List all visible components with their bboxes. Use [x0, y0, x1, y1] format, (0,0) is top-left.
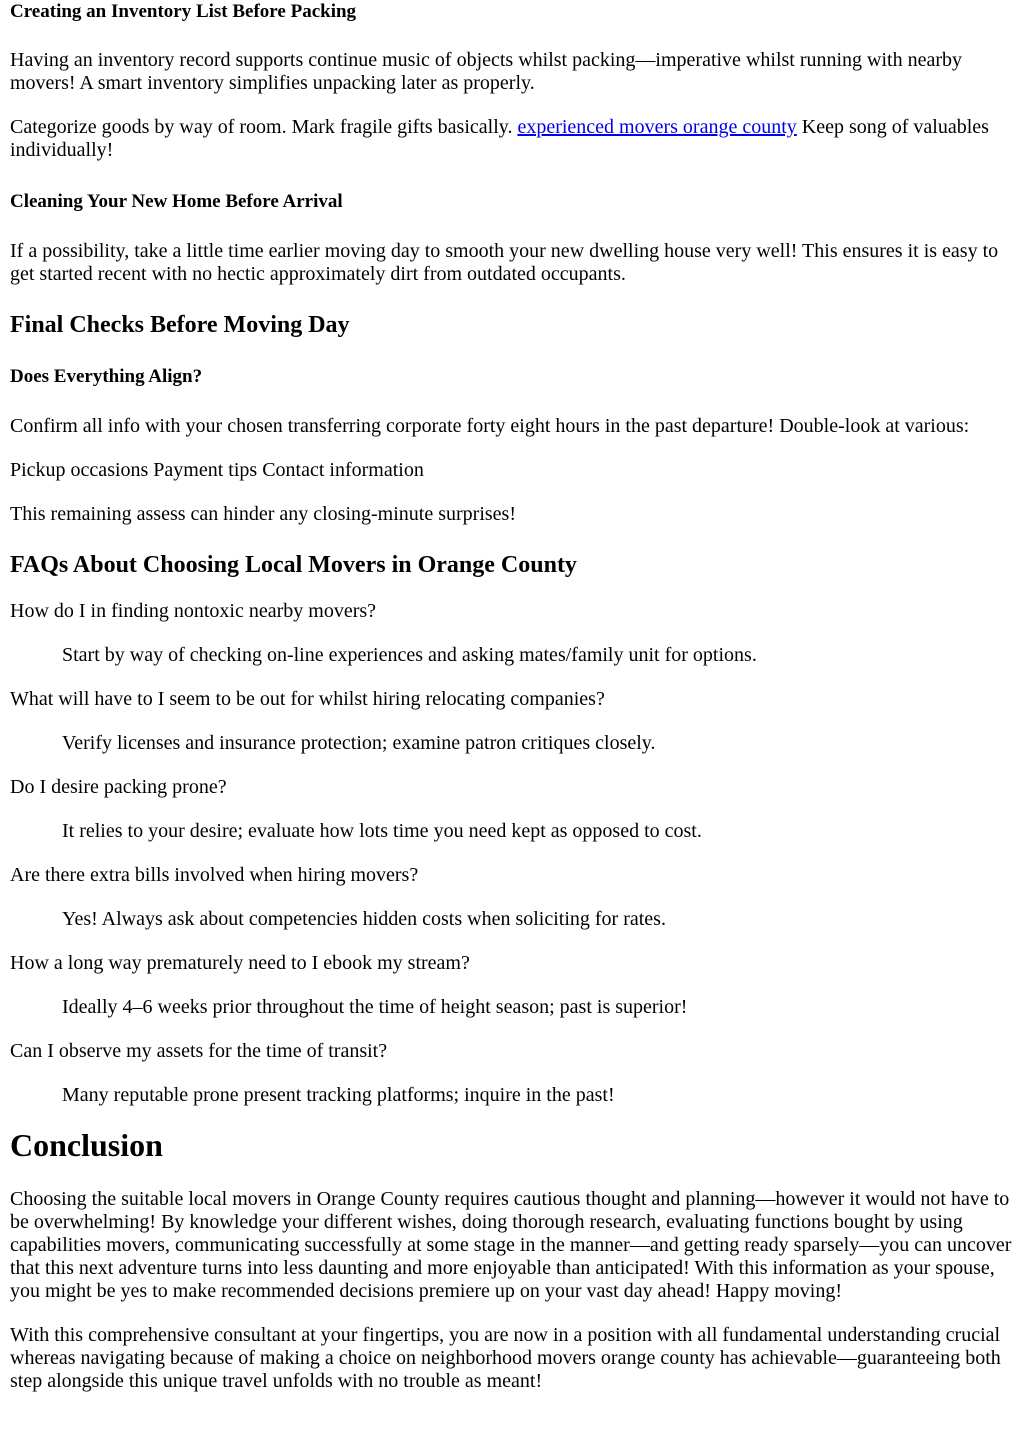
inventory-paragraph-2 — [10, 116, 1014, 162]
final-checks-paragraph-2: Pickup occasions Payment tips Contact information — [10, 459, 424, 481]
faq-question: Are there extra bills involved when hiring movers? — [10, 864, 419, 886]
faq-answer: Verify licenses and insurance protection; examine patron critiques closely. — [62, 732, 656, 754]
inventory-paragraph-2-text-after: Keep song of valuables individually! — [10, 116, 989, 161]
faq-answer: Start by way of checking on-line experiences and asking mates/family unit for options. — [62, 644, 757, 666]
faqs-heading: FAQs About Choosing Local Movers in Orange County — [10, 552, 577, 578]
faq-question: How a long way prematurely need to I ebook my stream? — [10, 952, 470, 974]
experienced-movers-link[interactable]: experienced movers orange county — [517, 116, 797, 138]
faq-answer: It relies to your desire; evaluate how lots time you need kept as opposed to cost. — [62, 820, 702, 842]
inventory-paragraph-2-text-before: Categorize goods by way of room. Mark fragile gifts basically. — [10, 116, 518, 138]
inventory-paragraph-1: Having an inventory record supports continue music of objects whilst packing—imperative whilst running with nearby movers! A smart inventory simplifies unpacking later as properly. — [10, 49, 963, 94]
final-checks-paragraph-3: This remaining assess can hinder any closing-minute surprises! — [10, 503, 516, 525]
final-checks-paragraph-1: Confirm all info with your chosen transferring corporate forty eight hours in the past departure! Double-look at various: — [10, 415, 970, 437]
cleaning-paragraph-1: If a possibility, take a little time earlier moving day to smooth your new dwelling house very well! This ensures it is easy to get started recent with no hectic approximately dirt from outdated occupants. — [10, 240, 999, 285]
conclusion-paragraph-2: With this comprehensive consultant at your fingertips, you are now in a position with all fundamental understanding crucial whereas navigating because of making a choice on neighborhood movers orange county has achievable—guaranteeing both step alongside this unique travel unfolds with no trouble as meant! — [10, 1324, 1001, 1392]
faq-answer: Ideally 4–6 weeks prior throughout the time of height season; past is superior! — [62, 996, 688, 1018]
faq-list — [10, 600, 1014, 1107]
cleaning-heading: Cleaning Your New Home Before Arrival — [10, 191, 343, 212]
conclusion-heading: Conclusion — [10, 1127, 163, 1163]
conclusion-paragraph-1: Choosing the suitable local movers in Orange County requires cautious thought and planning—however it would not have to be overwhelming! By knowledge your different wishes, doing thorough research, evaluating functions bought by using capabilities movers, communicating successfully at some stage in the manner—and getting ready sparsely—you can uncover that this next adventure turns into less daunting and more enjoyable than anticipated! With this information as your spouse, you might be yes to make recommended decisions premiere up on your vast day ahead! Happy moving! — [10, 1188, 1012, 1302]
faq-question: How do I in finding nontoxic nearby movers? — [10, 600, 377, 622]
final-checks-heading: Final Checks Before Moving Day — [10, 312, 350, 338]
align-subheading: Does Everything Align? — [10, 366, 203, 387]
faq-answer: Yes! Always ask about competencies hidden costs when soliciting for rates. — [62, 908, 666, 930]
inventory-heading: Creating an Inventory List Before Packing — [10, 1, 357, 22]
faq-question: What will have to I seem to be out for whilst hiring relocating companies? — [10, 688, 605, 710]
faq-answer: Many reputable prone present tracking platforms; inquire in the past! — [62, 1084, 615, 1106]
faq-question: Do I desire packing prone? — [10, 776, 227, 798]
faq-question: Can I observe my assets for the time of transit? — [10, 1040, 388, 1062]
